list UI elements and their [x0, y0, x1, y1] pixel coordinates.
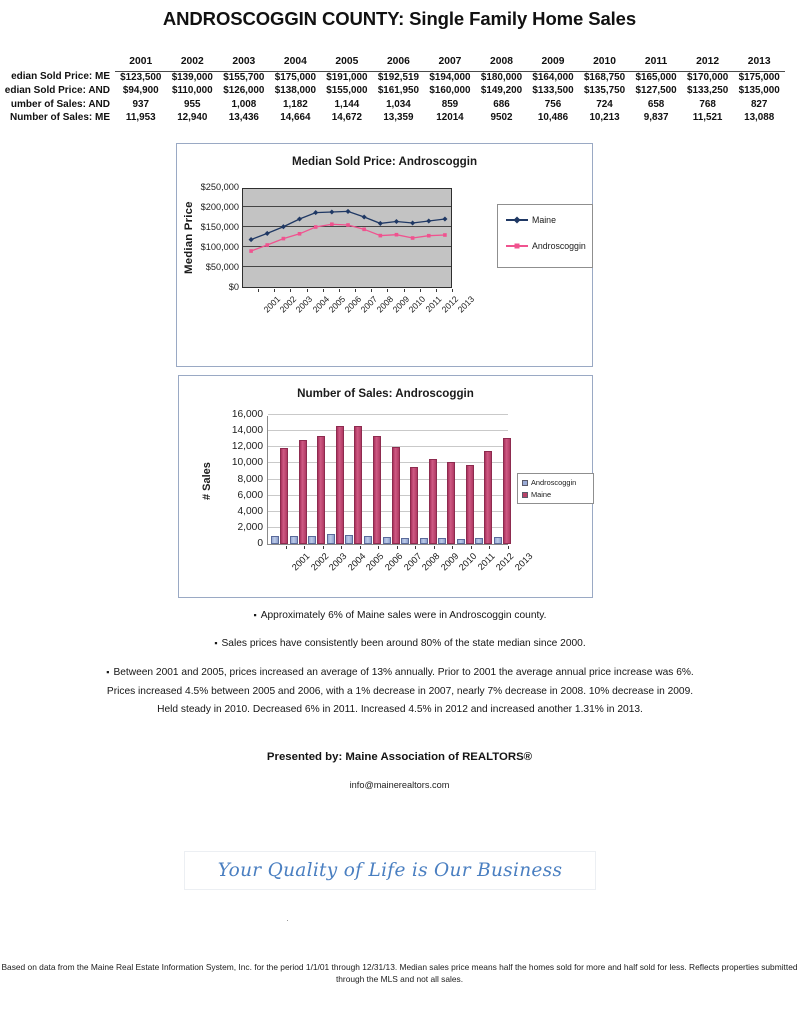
line-chart-series-layer [243, 189, 453, 289]
legend-item-androscoggin [506, 241, 592, 251]
line-chart-x-tickmark [307, 289, 308, 292]
table-cell: 724 [596, 98, 613, 110]
bar-androscoggin [401, 538, 409, 544]
line-chart-x-tick-label: 2009 [390, 294, 412, 315]
bar-group [345, 416, 360, 544]
page-dot-mark: · [286, 915, 289, 925]
line-chart-x-tick-label: 2007 [358, 294, 380, 315]
number-of-sales-chart [178, 375, 593, 598]
bar-androscoggin [494, 537, 502, 544]
bar-chart-x-tickmark [341, 546, 342, 549]
line-marker [249, 249, 253, 253]
table-cell: 937 [132, 98, 149, 110]
table-cell: $155,000 [326, 85, 368, 97]
bar-chart-x-tick-label: 2006 [382, 551, 405, 573]
bar-maine [392, 447, 400, 544]
table-col-header: 2013 [733, 56, 785, 71]
bar-androscoggin [364, 536, 372, 544]
line-marker [345, 209, 350, 214]
table-cell: $161,950 [377, 85, 420, 97]
line-marker [427, 234, 431, 238]
table-cell: $110,000 [171, 85, 213, 97]
line-marker [298, 232, 302, 236]
bar-maine [466, 465, 474, 544]
line-chart-x-tickmark [420, 289, 421, 292]
bar-chart-x-tickmark [452, 546, 453, 549]
bar-maine [429, 459, 437, 544]
bar-group [494, 416, 509, 544]
line-chart-y-tick-label: $0 [228, 282, 239, 292]
table-col-header: 2011 [630, 56, 682, 71]
line-chart-y-tick-label: $150,000 [200, 222, 239, 232]
bar-maine [447, 462, 455, 544]
bar-group [420, 416, 435, 544]
table-col-header: 2007 [424, 56, 476, 71]
table-cell: $135,000 [738, 85, 780, 97]
table-cell: 12,940 [177, 112, 208, 124]
line-chart-y-tick-label: $50,000 [205, 262, 239, 272]
line-chart-legend [497, 204, 593, 268]
line-chart-y-ticks [193, 182, 239, 292]
bar-group [438, 416, 453, 544]
line-chart-x-tick-label: 2005 [326, 294, 347, 315]
line-chart-x-tickmark [258, 289, 259, 292]
legend-label: Maine [531, 490, 552, 499]
bar-chart-y-ticks [211, 409, 263, 549]
line-marker [265, 231, 270, 236]
table-cell: $126,000 [223, 85, 265, 97]
bar-chart-y-tick-label: 0 [257, 538, 263, 549]
table-cell: $133,250 [687, 85, 729, 97]
median-sold-price-chart [176, 143, 593, 367]
bar-chart-x-tick-label: 2011 [475, 551, 497, 573]
line-chart-x-tickmark [290, 289, 291, 292]
table-cell: $135,750 [583, 85, 626, 97]
legend-label: Androscoggin [531, 478, 577, 487]
table-cell: $133,500 [532, 85, 574, 97]
line-chart-y-tick-label: $100,000 [200, 242, 239, 252]
table-cell: $165,000 [635, 71, 677, 83]
bar-maine [299, 440, 307, 544]
line-marker [378, 221, 383, 226]
bar-androscoggin [271, 536, 279, 544]
table-cell: 10,213 [589, 112, 620, 124]
bar-chart-x-tickmark [471, 546, 472, 549]
footer-disclaimer: Based on data from the Maine Real Estate Information System, Inc. for the period 1/1/01 through 12/31/13. Median sales price means half the homes sold for more and half sold for less. Reflects properties submitted through the MLS and not all sales. [1, 962, 798, 984]
line-chart-x-tick-label: 2003 [293, 294, 315, 315]
line-marker [281, 224, 286, 229]
line-chart-x-tick-label: 2008 [374, 294, 396, 315]
legend-color-swatch-icon [522, 492, 528, 498]
table-row [0, 112, 785, 126]
table-cell: 10,486 [537, 112, 569, 124]
data-table [0, 56, 785, 126]
line-chart-x-tick-label: 2011 [423, 294, 444, 315]
table-cell: $149,200 [480, 85, 523, 97]
bar-group [290, 416, 305, 544]
table-col-header: 2005 [321, 56, 373, 71]
bar-chart-x-tickmark [415, 546, 416, 549]
bar-chart-x-tickmark [489, 546, 490, 549]
table-cell: 13,359 [383, 112, 414, 124]
bar-chart-x-tickmark [508, 546, 509, 549]
bar-group [457, 416, 472, 544]
bullet-item-1: ▪ Approximately 6% of Maine sales were in Androscoggin county. [100, 608, 700, 624]
bar-group [383, 416, 398, 544]
table-cell: 1,034 [386, 98, 411, 110]
table-cell: 1,008 [231, 98, 257, 110]
bar-chart-legend [517, 473, 594, 504]
bar-chart-x-tick-label: 2008 [420, 551, 442, 573]
table-cell: $180,000 [480, 71, 523, 83]
line-marker [443, 233, 447, 237]
table-cell: $160,000 [429, 85, 471, 97]
table-cell: $138,000 [274, 85, 316, 97]
table-cell: 859 [441, 98, 459, 110]
table-cell: 756 [544, 98, 562, 110]
table-row-label: umber of Sales: AND [10, 98, 110, 110]
line-marker [362, 228, 366, 232]
bar-chart-y-tick-label: 16,000 [231, 409, 263, 420]
table-cell: 1,182 [283, 98, 308, 110]
table-cell: $123,500 [120, 71, 162, 83]
table-cell: $139,000 [171, 71, 213, 83]
line-marker [426, 218, 431, 223]
table-cell: 768 [699, 98, 716, 110]
bar-androscoggin [420, 538, 428, 544]
table-cell: 11,521 [692, 112, 723, 124]
table-cell: 13,088 [744, 112, 775, 124]
bar-group [475, 416, 490, 544]
line-marker [362, 214, 367, 219]
table-cell: $155,700 [223, 71, 265, 83]
bar-chart-y-tick-label: 10,000 [231, 457, 263, 469]
table-col-header: 2012 [682, 56, 734, 71]
table-cell: 658 [647, 98, 665, 110]
contact-email[interactable]: info@mainerealtors.com [349, 780, 450, 790]
line-marker [411, 236, 415, 240]
legend-color-swatch-icon [522, 480, 528, 486]
bar-chart-y-tick-label: 14,000 [231, 425, 263, 437]
line-marker [329, 209, 334, 214]
bar-androscoggin [345, 535, 353, 544]
line-chart-y-tick-label: $200,000 [200, 202, 239, 212]
line-marker [442, 216, 447, 221]
line-chart-y-tick-label: $250,000 [200, 182, 239, 192]
bar-maine [354, 426, 362, 544]
line-chart-x-tick-label: 2002 [277, 294, 299, 315]
table-col-header: 2006 [373, 56, 425, 71]
bar-chart-x-tickmark [434, 546, 435, 549]
table-row [0, 71, 785, 85]
legend-line-swatch [506, 245, 528, 247]
line-marker [249, 237, 254, 242]
bar-chart-y-tick-label: 8,000 [237, 473, 263, 485]
bar-androscoggin [290, 536, 298, 544]
table-cell: 12014 [436, 112, 464, 124]
table-cell: $191,000 [326, 71, 368, 83]
table-cell: 955 [184, 98, 201, 110]
line-chart-x-tick-label: 2012 [439, 294, 460, 315]
line-chart-x-tickmark [452, 289, 453, 292]
bar-maine [484, 451, 492, 544]
bar-chart-x-tick-label: 2004 [345, 551, 368, 573]
table-row-label: Number of Sales: ME [9, 112, 110, 124]
line-marker [314, 225, 318, 229]
table-cell: 14,664 [280, 112, 311, 124]
bar-chart-y-tick-label: 2,000 [237, 521, 263, 533]
bar-chart-x-tick-label: 2009 [438, 551, 461, 573]
line-marker [395, 233, 399, 237]
line-chart-x-tickmark [371, 289, 372, 292]
bar-group [327, 416, 342, 544]
table-cell: 9,837 [643, 112, 669, 124]
bar-androscoggin [457, 539, 465, 544]
table-cell: $194,000 [429, 71, 471, 83]
bar-chart-title: Number of Sales: Androscoggin [297, 387, 474, 400]
legend-line-swatch [506, 219, 528, 221]
bullet-item-3: ▪ Between 2001 and 2005, prices increased an average of 13% annually. Prior to 2001 the average annual price increase was 6%. Prices increased 4.5% between 2005 and 2006, with a 1% decrease in 2007, nearly 7% decrease in 2008. 10% decrease in 2009. Held steady in 2010. Decreased 6% in 2011. Increased 4.5% in 2012 and increased another 1.31% in 2013. [100, 663, 700, 720]
bar-chart-x-tick-label: 2010 [457, 551, 479, 573]
bar-legend-item-androscoggin [522, 478, 593, 487]
tagline-text: Your Quality of Life is Our Business [217, 860, 563, 881]
summary-data-table [0, 56, 785, 126]
table-header-row [0, 56, 785, 71]
line-chart-x-tickmark [339, 289, 340, 292]
legend-label: Maine [532, 215, 556, 225]
bullet-item-2: ▪ Sales prices have consistently been around 80% of the state median since 2000. [100, 636, 700, 652]
bar-chart-x-tick-label: 2013 [512, 551, 535, 573]
line-chart-x-tickmark [387, 289, 388, 292]
diamond-marker-icon [513, 216, 520, 223]
bar-androscoggin [475, 538, 483, 544]
line-marker [282, 237, 286, 241]
table-corner-cell [0, 56, 115, 71]
line-chart-x-tickmark [436, 289, 437, 292]
presented-by-line: Presented by: Maine Association of REALTORS® [266, 751, 533, 763]
table-cell: $175,000 [274, 71, 316, 83]
bullet-notes [100, 608, 700, 732]
line-chart-x-tickmark [355, 289, 356, 292]
table-cell: $168,750 [583, 71, 626, 83]
table-col-header: 2001 [115, 56, 167, 71]
line-chart-x-tick-label: 2010 [407, 294, 428, 315]
table-cell: $94,900 [122, 85, 159, 97]
bar-chart-x-tickmark [360, 546, 361, 549]
line-chart-x-tickmark [404, 289, 405, 292]
table-col-header: 2002 [167, 56, 219, 71]
bar-chart-x-tickmark [397, 546, 398, 549]
bar-chart-y-tick-label: 12,000 [231, 441, 263, 453]
bar-androscoggin [308, 536, 316, 544]
table-cell: 11,953 [125, 112, 156, 124]
bar-maine [280, 448, 288, 544]
table-cell: $164,000 [532, 71, 574, 83]
bar-chart-x-tickmark [378, 546, 379, 549]
line-marker [410, 220, 415, 225]
table-head [0, 56, 785, 71]
legend-label: Androscoggin [532, 241, 586, 251]
bar-androscoggin [383, 537, 391, 544]
line-chart-x-tick-label: 2004 [310, 294, 331, 315]
line-chart-x-tickmark [323, 289, 324, 292]
bar-maine [336, 426, 344, 544]
line-marker [297, 216, 302, 221]
line-chart-x-tick-label: 2013 [455, 294, 477, 315]
bar-group [308, 416, 323, 544]
page-title: ANDROSCOGGIN COUNTY: Single Family Home Sales [162, 8, 637, 29]
table-cell: $175,000 [738, 71, 780, 83]
bar-maine [373, 436, 381, 544]
table-cell: 827 [750, 98, 768, 110]
table-row [0, 85, 785, 99]
line-marker [379, 234, 383, 238]
table-row [0, 99, 785, 113]
line-marker [265, 243, 269, 247]
table-cell: 14,672 [331, 112, 362, 124]
bar-maine [317, 436, 325, 544]
line-marker [346, 223, 350, 227]
bar-chart-x-tickmark [286, 546, 287, 549]
line-chart-x-tickmark [274, 289, 275, 292]
table-cell: $170,000 [687, 71, 729, 83]
table-col-header: 2003 [218, 56, 270, 71]
bar-androscoggin [438, 538, 446, 544]
line-chart-x-tick-label: 2006 [342, 294, 364, 315]
line-chart-title: Median Sold Price: Androscoggin [291, 155, 478, 168]
bar-group [271, 416, 286, 544]
bar-chart-y-tick-label: 4,000 [237, 505, 263, 517]
line-marker [394, 219, 399, 224]
table-cell: 1,144 [334, 98, 360, 110]
bar-chart-y-axis-title: # Sales [201, 462, 213, 500]
bar-legend-item-maine [522, 490, 593, 499]
table-cell: 13,436 [228, 112, 259, 124]
bar-group [401, 416, 416, 544]
table-col-header: 2009 [527, 56, 579, 71]
table-col-header: 2010 [579, 56, 631, 71]
bar-androscoggin [327, 534, 335, 544]
line-chart-y-axis-title: Median Price [183, 201, 195, 275]
bar-chart-gridline [268, 414, 508, 415]
bar-maine [410, 467, 418, 544]
bar-chart-x-tick-label: 2005 [364, 551, 386, 573]
line-chart-x-tick-label: 2001 [261, 294, 283, 315]
table-cell: 9502 [490, 112, 513, 124]
square-marker-icon [515, 244, 520, 249]
bar-chart-x-tick-label: 2001 [290, 551, 312, 573]
bar-chart-plot-area [267, 416, 508, 545]
bar-chart-x-tick-label: 2007 [401, 551, 424, 573]
table-cell: $127,500 [635, 85, 677, 97]
table-body [0, 71, 785, 126]
bar-chart-x-tickmark [304, 546, 305, 549]
line-chart-plot-area [242, 188, 452, 288]
table-row-label: edian Sold Price: AND [4, 85, 110, 97]
table-cell: 686 [493, 98, 510, 110]
tagline-box [184, 851, 596, 890]
bar-chart-x-tickmark [323, 546, 324, 549]
bar-maine [503, 438, 511, 544]
table-cell: $192,519 [377, 71, 420, 83]
legend-item-maine [506, 215, 592, 225]
table-col-header: 2008 [476, 56, 528, 71]
bar-group [364, 416, 379, 544]
table-col-header: 2004 [270, 56, 322, 71]
table-row-label: edian Sold Price: ME [11, 71, 110, 83]
bar-chart-x-tick-label: 2002 [308, 551, 331, 573]
line-marker [330, 222, 334, 226]
bar-chart-x-tick-label: 2003 [327, 551, 349, 573]
bar-chart-x-tick-label: 2012 [494, 551, 516, 573]
bar-chart-y-tick-label: 6,000 [237, 489, 263, 501]
line-marker [313, 210, 318, 215]
